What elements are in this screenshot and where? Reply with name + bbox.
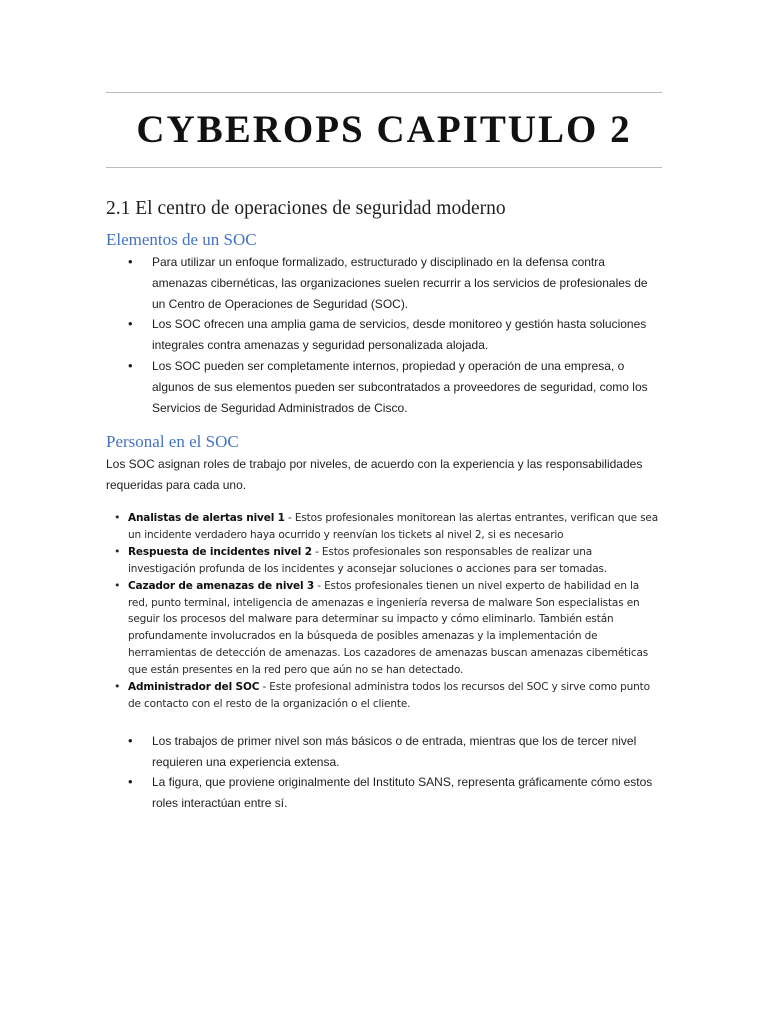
role-text: - Estos profesionales monitorean las alertas entrantes, verifican que sea un incidente verdadero haya ocurrido y reenvían los tickets al nivel 2, si es necesario	[128, 511, 659, 541]
list-item: • Los trabajos de primer nivel son más básicos o de entrada, mientras que los de tercer nivel requieren una experiencia extensa.	[106, 731, 662, 773]
role-label: Analistas de alertas nivel 1	[128, 511, 285, 524]
role-item	[108, 578, 662, 679]
role-label: Cazador de amenazas de nivel 3	[128, 579, 315, 592]
role-text: - Este profesional administra todos los recursos del SOC y sirve como punto de contacto con el resto de la organización o el cliente.	[128, 681, 650, 710]
role-text: - Estos profesionales tienen un nivel experto de habilidad en la red, punto terminal, inteligencia de amenazas e ingeniería reversa de malware Son especialistas en seguir los procesos del malware para determinar su impacto y cómo eliminarlo. También están profundamente involucrados en la búsqueda de posibles amenazas y la implementación de herramientas de detección de amenazas. Los cazadores de amenazas buscan amenazas cibernéticas que están presentes en la red pero que aún no se han detectado.	[128, 579, 649, 677]
section-heading: 2.1 El centro de operaciones de seguridad moderno	[106, 198, 506, 219]
role-item	[108, 510, 662, 544]
role-label: Respuesta de incidentes nivel 2	[128, 545, 312, 558]
list-item: • Los SOC pueden ser completamente internos, propiedad y operación de una empresa, o algunos de sus elementos pueden ser subcontratados a proveedores de seguridad, como los Servicios de Seguridad Administrados de Cisco.	[106, 356, 662, 418]
page-title: CYBEROPS CAPITULO 2	[136, 108, 632, 151]
personal-list	[106, 731, 662, 814]
embedded-roles-image	[106, 510, 662, 713]
role-text: - Estos profesionales son responsables de realizar una investigación profunda de los incidentes y aconsejar soluciones o acciones para ser tomadas.	[128, 545, 607, 575]
personal-intro: Los SOC asignan roles de trabajo por niveles, de acuerdo con la experiencia y las responsabilidades requeridas para cada uno.	[106, 457, 643, 493]
role-label: Administrador del SOC	[128, 681, 260, 694]
roles-list	[108, 510, 662, 713]
subheading-personal: Personal en el SOC	[106, 432, 239, 452]
elementos-list	[106, 252, 662, 418]
subheading-elementos: Elementos de un SOC	[106, 230, 257, 249]
list-item: • Los SOC ofrecen una amplia gama de servicios, desde monitoreo y gestión hasta soluciones integrales contra amenazas y seguridad personalizada alojada.	[106, 314, 662, 356]
document-page	[106, 92, 662, 814]
list-item: • Para utilizar un enfoque formalizado, estructurado y disciplinado en la defensa contra amenazas cibernéticas, las organizaciones suelen recurrir a los servicios de profesionales de un Centro de Operaciones de Seguridad (SOC).	[106, 252, 662, 314]
role-item	[108, 544, 662, 578]
list-item: • La figura, que proviene originalmente del Instituto SANS, representa gráficamente cómo estos roles interactúan entre sí.	[106, 772, 662, 814]
title-bottom-rule	[106, 167, 662, 168]
role-item	[108, 679, 662, 713]
